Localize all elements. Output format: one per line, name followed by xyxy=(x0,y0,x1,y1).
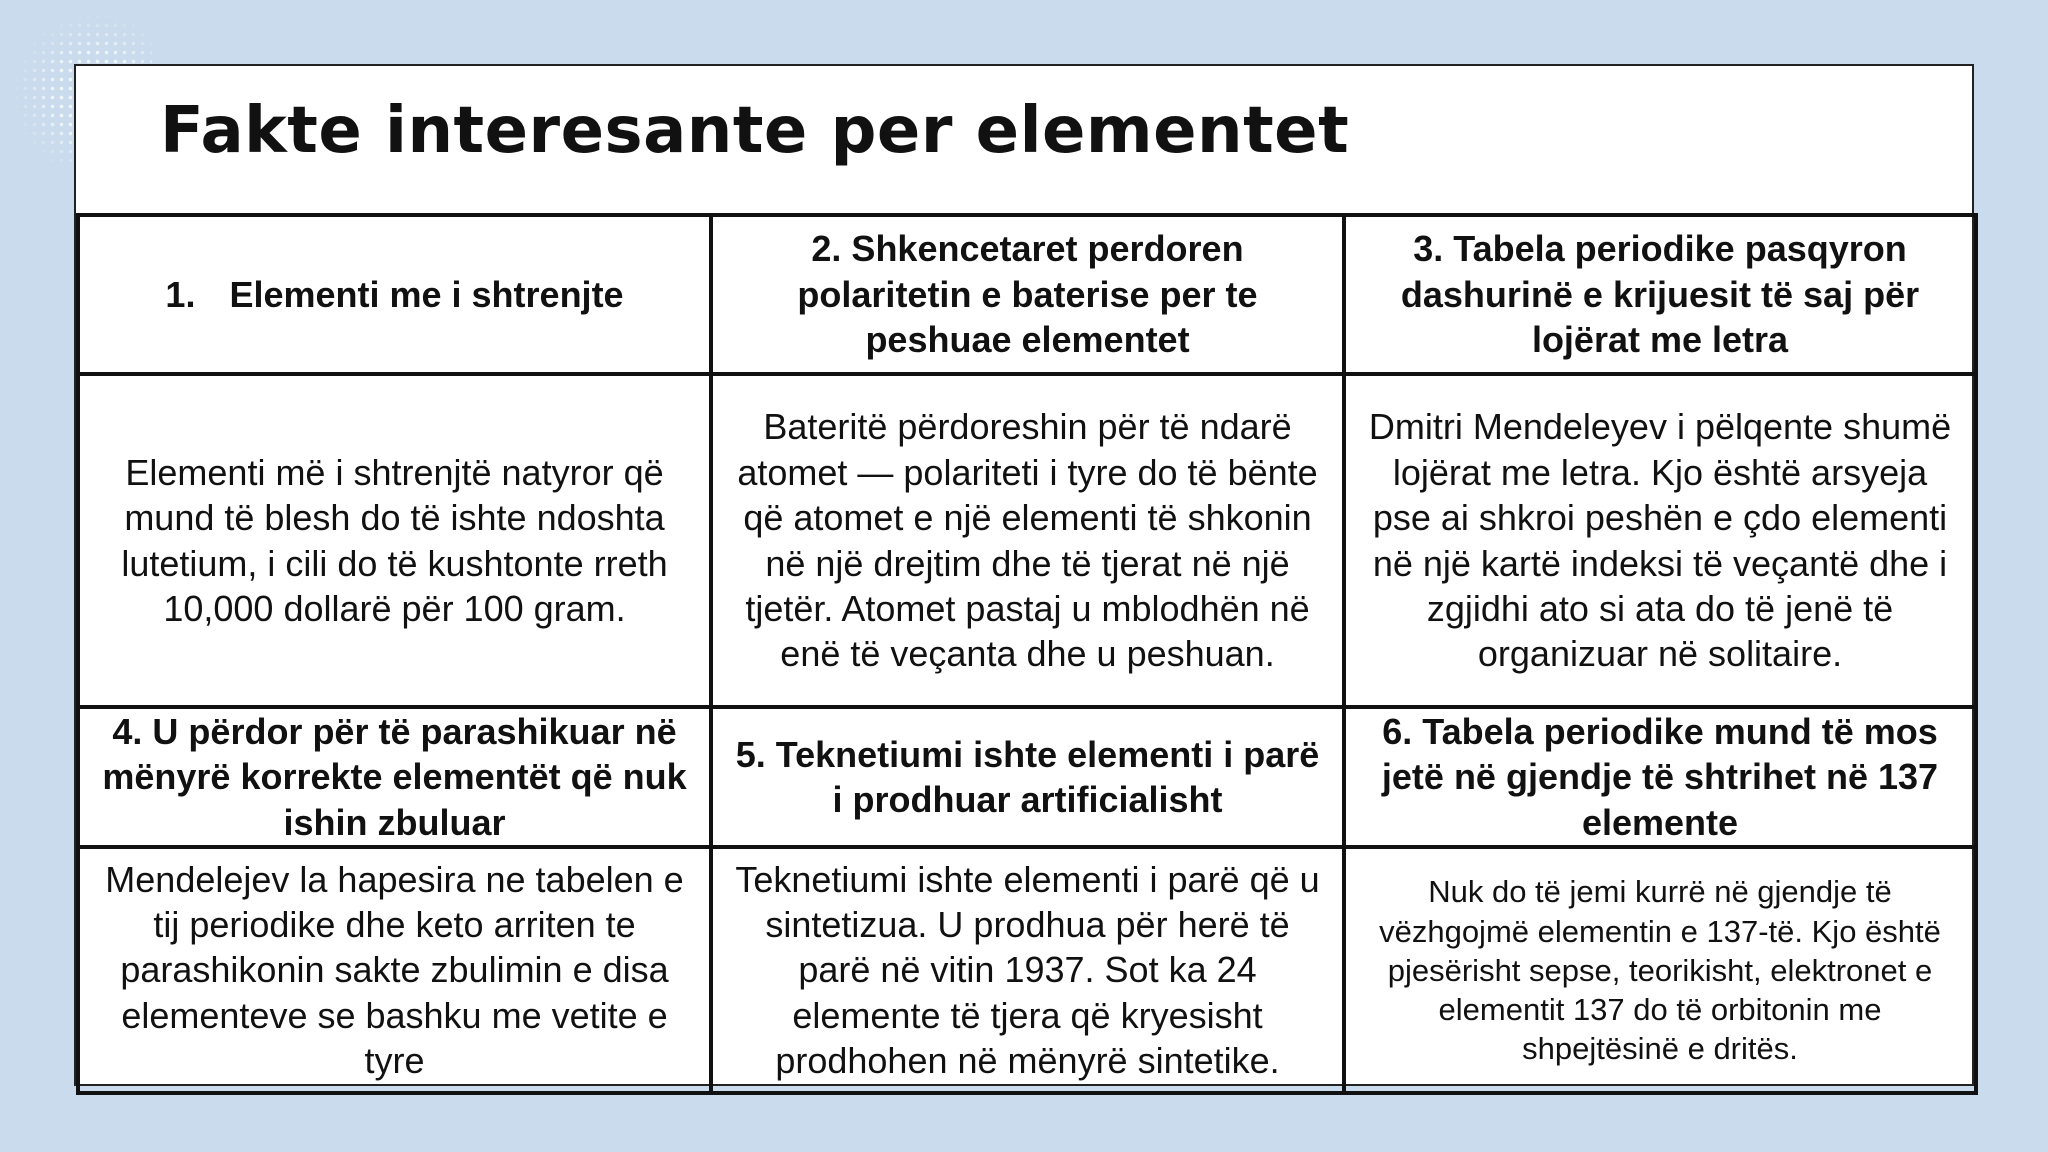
fact-2-heading: 2. Shkencetaret perdoren polaritetin e baterise per te peshuae elementet xyxy=(711,215,1344,374)
table-row xyxy=(78,707,1976,847)
fact-6-body: Nuk do të jemi kurrë në gjendje të vëzhgojmë elementin e 137-të. Kjo është pjesërisht sepse, teorikisht, elektronet e elementit 137 do të orbitonin me shpejtësinë e dritës. xyxy=(1344,847,1976,1093)
slide-card xyxy=(74,64,1974,1086)
fact-4-body: Mendelejev la hapesira ne tabelen e tij periodike dhe keto arriten te parashikonin sakte zbulimin e disa elementeve se bashku me vetite e tyre xyxy=(78,847,711,1093)
table-row xyxy=(78,374,1976,707)
fact-5-body: Teknetiumi ishte elementi i parë që u sintetizua. U prodhua për herë të parë në vitin 1937. Sot ka 24 elemente të tjera që kryesisht prodhohen në mënyrë sintetike. xyxy=(711,847,1344,1093)
fact-1-heading-text: Elementi me i shtrenjte xyxy=(229,273,624,315)
facts-table xyxy=(76,213,1978,1095)
page-title: Fakte interesante per elementet xyxy=(160,94,1350,168)
fact-3-body: Dmitri Mendeleyev i pëlqente shumë lojërat me letra. Kjo është arsyeja pse ai shkroi peshën e çdo elementi në një kartë indeksi të veçantë dhe i zgjidhi ato si ata do të jenë të organizuar në solitaire. xyxy=(1344,374,1976,707)
fact-1-heading xyxy=(78,215,711,374)
fact-2-body: Bateritë përdoreshin për të ndarë atomet — polariteti i tyre do të bënte që atomet e një elementi të shkonin në një drejtim dhe të tjerat në një tjetër. Atomet pastaj u mblodhën në enë të veçanta dhe u peshuan. xyxy=(711,374,1344,707)
fact-4-heading: 4. U përdor për të parashikuar në mënyrë korrekte elementët që nuk ishin zbuluar xyxy=(78,707,711,847)
fact-1-number: 1. xyxy=(165,273,196,315)
fact-1-body: Elementi më i shtrenjtë natyror që mund të blesh do të ishte ndoshta lutetium, i cili do të kushtonte rreth 10,000 dollarë për 100 gram. xyxy=(78,374,711,707)
fact-3-heading: 3. Tabela periodike pasqyron dashurinë e krijuesit të saj për lojërat me letra xyxy=(1344,215,1976,374)
fact-5-heading: 5. Teknetiumi ishte elementi i parë i prodhuar artificialisht xyxy=(711,707,1344,847)
fact-6-heading: 6. Tabela periodike mund të mos jetë në gjendje të shtrihet në 137 elemente xyxy=(1344,707,1976,847)
table-row xyxy=(78,847,1976,1093)
table-row xyxy=(78,215,1976,374)
